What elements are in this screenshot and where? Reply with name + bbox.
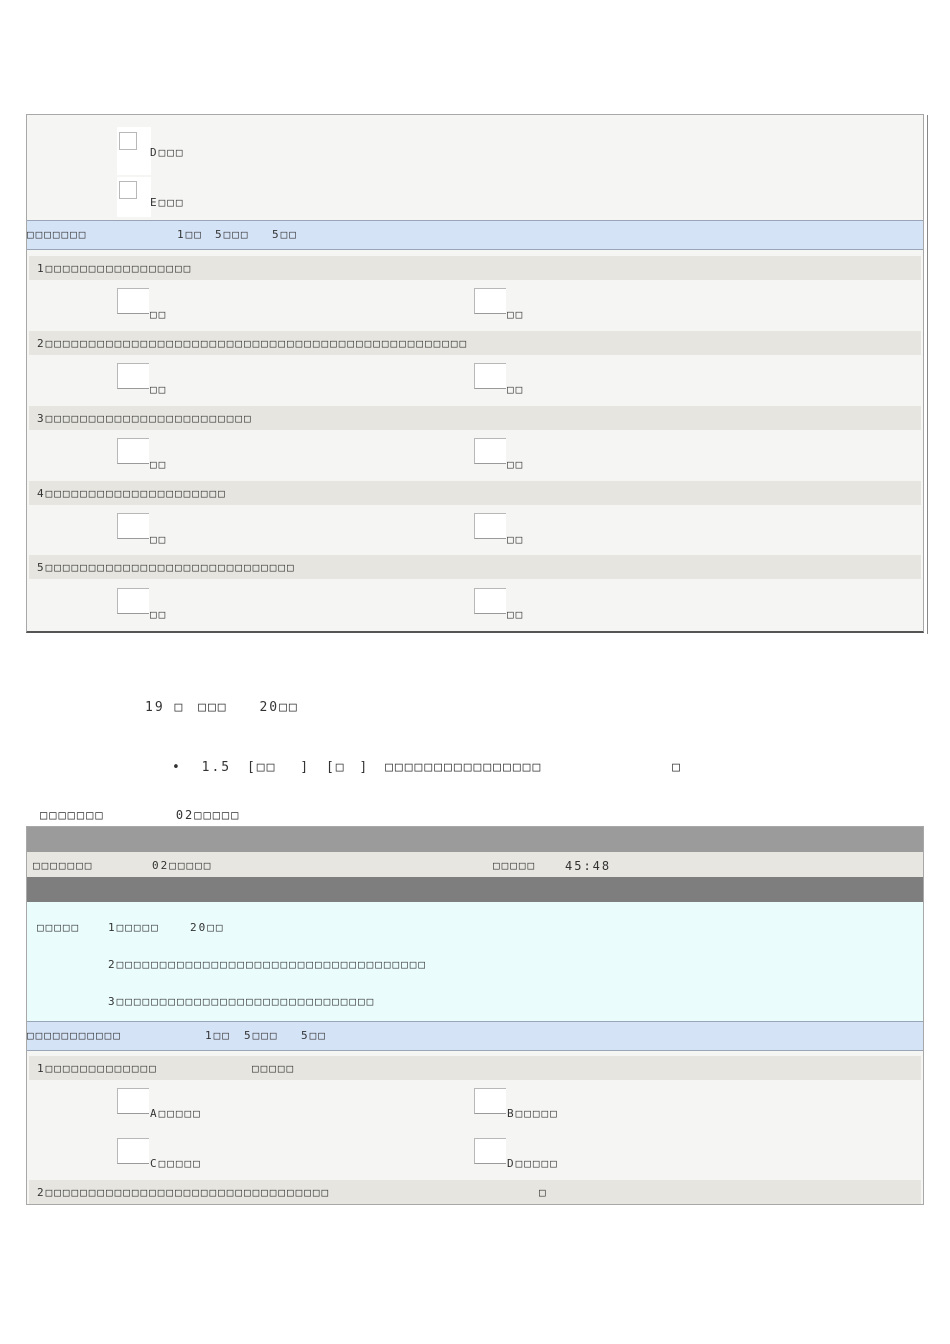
answer-true-checkbox[interactable] [117,288,149,314]
bullet-line [172,760,682,775]
answer-false-label: □□ [507,458,525,471]
note-1-value: 20□□ [190,921,225,934]
option-b-checkbox[interactable] [474,1088,506,1114]
option-c-checkbox[interactable] [117,1138,149,1164]
answer-false-label: □□ [507,608,525,621]
option-a-checkbox[interactable] [117,1088,149,1114]
option-e-label: E□□□ [150,196,185,209]
question-text: 2□□□□□□□□□□□□□□□□□□□□□□□□□□□□□□□□□ [37,1186,331,1199]
bullet-tag-1-close: ] [300,760,311,775]
note-2: 2□□□□□□□□□□□□□□□□□□□□□□□□□□□□□□□□□□□□ [108,958,428,971]
panel-1-scroll-edge [927,115,928,634]
score-total: 20□□ [259,700,299,715]
score-line [145,700,299,715]
answer-true-checkbox[interactable] [117,363,149,389]
option-c-label: C□□□□□ [150,1157,202,1170]
question-end: □ [539,1186,548,1199]
info-exam-code: 02□□□□□ [152,859,213,872]
exam-code: 02□□□□□ [175,808,241,822]
notes-box [27,902,923,1022]
question-row [29,1180,921,1204]
exam-label: □□□□□□□ [40,808,105,822]
answer-false-label: □□ [507,533,525,546]
section-header-bar [27,1021,923,1051]
question-row [29,331,921,355]
answer-true-label: □□ [150,533,168,546]
option-d-checkbox[interactable] [474,1138,506,1164]
question-text: 5□□□□□□□□□□□□□□□□□□□□□□□□□□□□□ [37,561,296,574]
question-blank: □□□□□ [252,1062,296,1075]
section-count: 1□□ [177,228,203,241]
section-total-score: 5□□ [301,1029,327,1042]
answer-false-checkbox[interactable] [474,438,506,464]
answer-false-checkbox[interactable] [474,288,506,314]
bullet-text: □□□□□□□□□□□□□□□□ [385,760,543,775]
answer-true-label: □□ [150,308,168,321]
answer-false-label: □□ [507,308,525,321]
answer-true-checkbox[interactable] [117,588,149,614]
notes-title: □□□□□ [37,921,81,934]
score-number: 19 [145,700,165,715]
answer-false-checkbox[interactable] [474,363,506,389]
time-left-label: □□□□□ [493,859,537,872]
section-per-score: 5□□□ [215,228,250,241]
time-left-value: 45:48 [565,859,612,873]
question-row [29,1056,921,1080]
top-grey-bar [27,827,923,852]
option-b-label: B□□□□□ [507,1107,559,1120]
question-text: 3□□□□□□□□□□□□□□□□□□□□□□□□ [37,412,253,425]
info-exam-label: □□□□□□□ [33,859,94,872]
bullet-tag-2: [□ [325,760,346,775]
section-per-score: 5□□□ [244,1029,279,1042]
bullet-tag-1: [□□ [246,760,277,775]
option-a-label: A□□□□□ [150,1107,202,1120]
option-d-label: D□□□□□ [507,1157,559,1170]
section-header-bar [27,220,923,250]
answer-true-label: □□ [150,458,168,471]
dark-grey-bar [27,877,923,902]
option-d-checkbox[interactable] [119,132,137,150]
answer-true-label: □□ [150,383,168,396]
section-title: □□□□□□□ [27,228,88,241]
answer-true-checkbox[interactable] [117,438,149,464]
question-row [29,406,921,430]
answer-false-checkbox[interactable] [474,588,506,614]
note-1: 1□□□□□ [108,921,160,934]
question-text: 1□□□□□□□□□□□□□□□□□ [37,262,193,275]
score-unit: □ [174,700,185,715]
section-count: 1□□ [205,1029,231,1042]
question-text: 4□□□□□□□□□□□□□□□□□□□□□ [37,487,227,500]
answer-true-checkbox[interactable] [117,513,149,539]
note-3: 3□□□□□□□□□□□□□□□□□□□□□□□□□□□□□□ [108,995,376,1008]
bullet-dot: • [172,760,182,775]
option-d-label: D□□□ [150,146,185,159]
section-title: □□□□□□□□□□□ [27,1029,122,1042]
answer-false-checkbox[interactable] [474,513,506,539]
question-row [29,481,921,505]
question-row [29,555,921,579]
option-e-checkbox[interactable] [119,181,137,199]
question-row [29,256,921,280]
score-label: □□□ [198,700,228,715]
question-panel-1 [26,114,924,633]
bullet-tag-2-close: ] [359,760,370,775]
bullet-number: 1.5 [201,760,232,775]
question-text: 1□□□□□□□□□□□□□ [37,1062,158,1075]
answer-false-label: □□ [507,383,525,396]
exam-name-line [40,808,240,822]
bullet-end: □ [672,760,682,775]
question-panel-2 [26,826,924,1205]
section-total-score: 5□□ [272,228,298,241]
answer-true-label: □□ [150,608,168,621]
question-text: 2□□□□□□□□□□□□□□□□□□□□□□□□□□□□□□□□□□□□□□□□□□□□□□□□□ [37,337,469,350]
exam-info-bar [27,852,923,877]
